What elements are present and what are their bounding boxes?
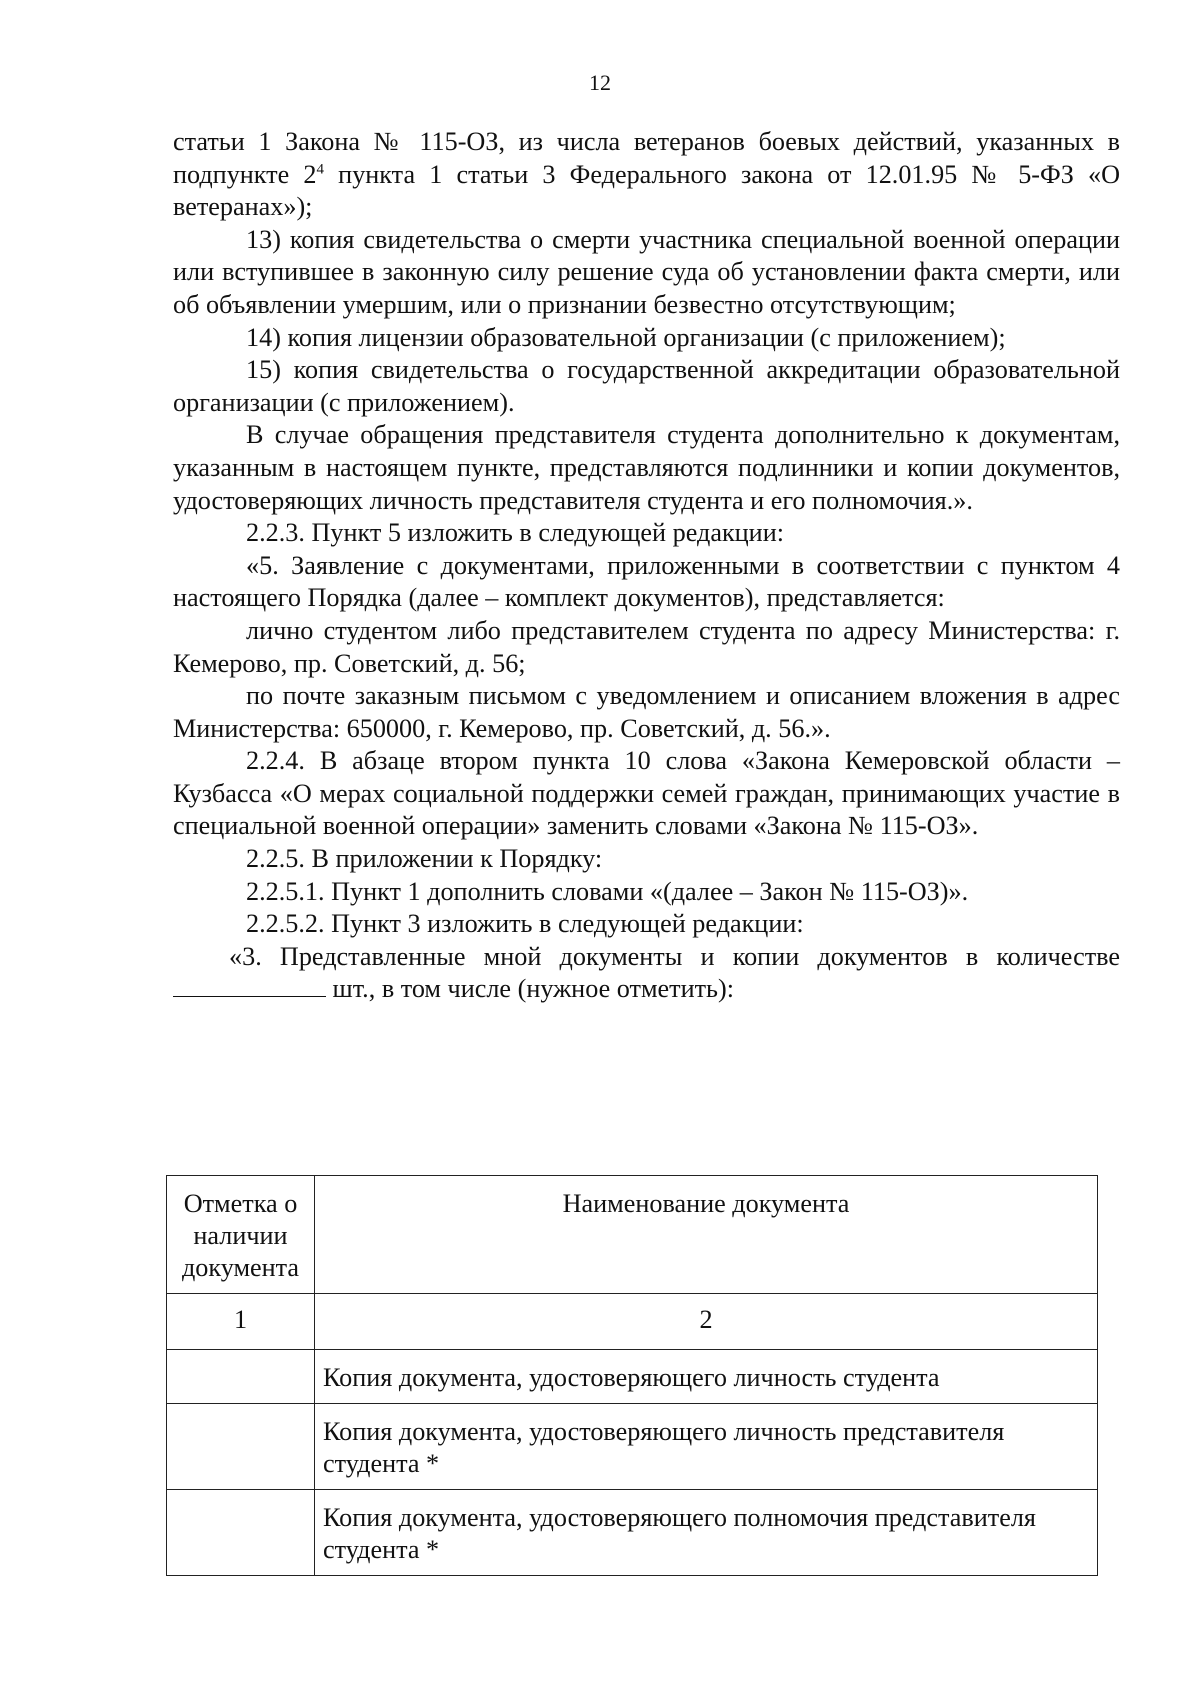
paragraph-2-2-5-1: 2.2.5.1. Пункт 1 дополнить словами «(далее – Закон № 115-ОЗ)». (246, 876, 969, 906)
document-body (173, 126, 1120, 1006)
table-row (167, 1350, 1098, 1404)
page-number: 12 (589, 70, 611, 95)
paragraph-2-2-3: 2.2.3. Пункт 5 изложить в следующей редакции: (246, 518, 784, 548)
paragraph-item-13: 13) копия свидетельства о смерти участника специальной военной операции или вступившее в законную силу решение суда об установлении факта смерти, или об объявлении умершим, или о признании безвестно отсутствующим; (173, 224, 1120, 319)
paragraph-law-reference (173, 126, 1120, 224)
header-document-name: Наименование документа (315, 1176, 1098, 1294)
column-number-2: 2 (315, 1294, 1098, 1350)
mark-cell[interactable] (167, 1490, 315, 1576)
paragraph-item-15: 15) копия свидетельства о государственной аккредитации образовательной организации (с приложением). (173, 355, 1120, 417)
paragraph-point-5: «5. Заявление с документами, приложенными в соответствии с пунктом 4 настоящего Порядка (далее – комплект документов), представляется: (173, 550, 1120, 613)
paragraph-by-mail: по почте заказным письмом с уведомлением и описанием вложения в адрес Министерства: 650000, г. Кемерово, пр. Советский, д. 56.». (173, 681, 1120, 743)
table-header-row (167, 1176, 1098, 1294)
paragraph-item-14: 14) копия лицензии образовательной организации (с приложением); (246, 322, 1006, 352)
document-name-cell: Копия документа, удостоверяющего полномочия представителя студента * (315, 1490, 1098, 1576)
text-segment: шт., в том числе (нужное отметить): (326, 974, 735, 1004)
table-number-row (167, 1294, 1098, 1350)
header-mark: Отметка о наличии документа (167, 1176, 315, 1294)
paragraph-2-2-4: 2.2.4. В абзаце втором пункта 10 слова «Закона Кемеровской области – Кузбасса «О мерах социальной поддержки семей граждан, принимающих участие в специальной военной операции» заменить словами «Закона № 115-ОЗ». (173, 746, 1120, 841)
table-row (167, 1490, 1098, 1576)
table-row (167, 1404, 1098, 1490)
documents-table (166, 1175, 1098, 1576)
paragraph-2-2-5: 2.2.5. В приложении к Порядку: (246, 844, 603, 874)
text-segment: статьи 1 Закона № 115-ОЗ, из числа ветеранов боевых действий, указанных в подпункте 2 (173, 127, 1120, 189)
paragraph-in-person: лично студентом либо представителем студента по адресу Министерства: г. Кемерово, пр. Советский, д. 56; (173, 615, 1120, 678)
text-segment: «3. Представленные мной документы и копии документов в количестве (229, 941, 1120, 971)
document-name-cell: Копия документа, удостоверяющего личность представителя студента * (315, 1404, 1098, 1490)
mark-cell[interactable] (167, 1404, 315, 1490)
column-number-1: 1 (167, 1294, 315, 1350)
paragraph-representative: В случае обращения представителя студента дополнительно к документам, указанным в настоящем пункте, представляются подлинники и копии документов, удостоверяющих личность представителя студента и его полномочия.». (173, 420, 1120, 515)
mark-cell[interactable] (167, 1350, 315, 1404)
superscript: 4 (316, 160, 325, 177)
document-name-cell: Копия документа, удостоверяющего личность студента (315, 1350, 1098, 1404)
paragraph-2-2-5-2: 2.2.5.2. Пункт 3 изложить в следующей редакции: (246, 909, 804, 939)
paragraph-point-3 (173, 941, 1120, 1006)
text-segment: пункта 1 статьи 3 Федерального закона от 12.01.95 № 5-ФЗ «О ветеранах»); (173, 159, 1121, 222)
blank-line (173, 974, 326, 997)
